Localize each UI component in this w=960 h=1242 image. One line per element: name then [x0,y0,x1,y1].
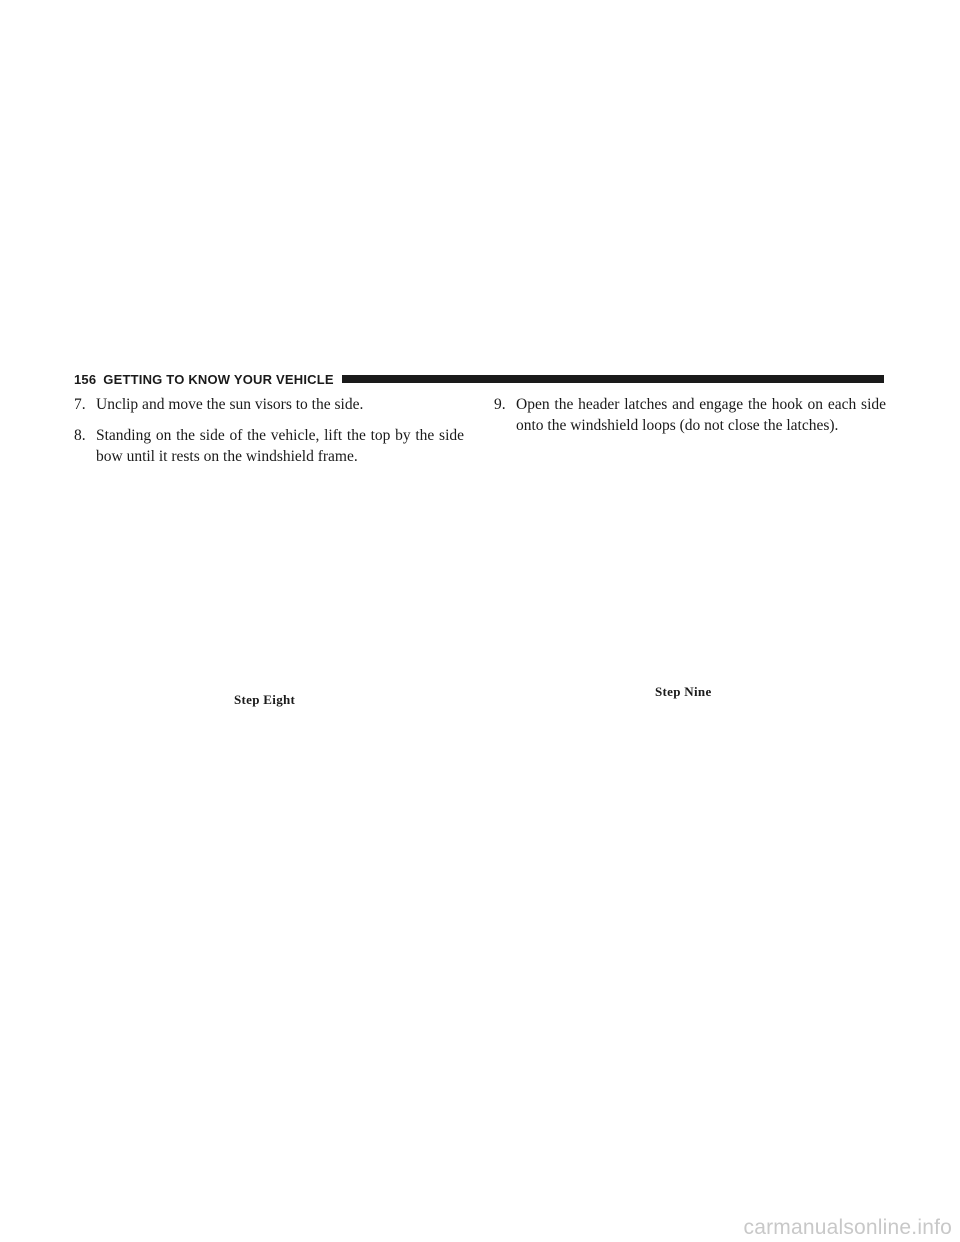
watermark: carmanualsonline.info [743,1216,952,1239]
step-text: Unclip and move the sun visors to the side. [96,396,364,413]
step-eight-caption: Step Eight [234,692,296,707]
header-text [74,372,334,387]
step-9 [494,394,886,436]
header-rule [342,375,884,383]
step-nine-figure [494,445,886,677]
step-eight-figure [74,445,464,685]
right-column [494,394,886,436]
step-text: Open the header latches and engage the hook on each side onto the windshield loops (do not close the latches). [516,396,886,434]
page-number: 156 [74,371,97,387]
page-header [74,368,884,390]
step-text: Standing on the side of the vehicle, lift the top by the side bow until it rests on the windshield frame. [96,427,464,465]
step-number: 8. [74,427,86,444]
step-nine-caption: Step Nine [655,684,712,699]
step-7 [74,394,464,415]
section-title: GETTING TO KNOW YOUR VEHICLE [103,371,334,387]
step-number: 9. [494,396,506,413]
step-number: 7. [74,396,86,413]
